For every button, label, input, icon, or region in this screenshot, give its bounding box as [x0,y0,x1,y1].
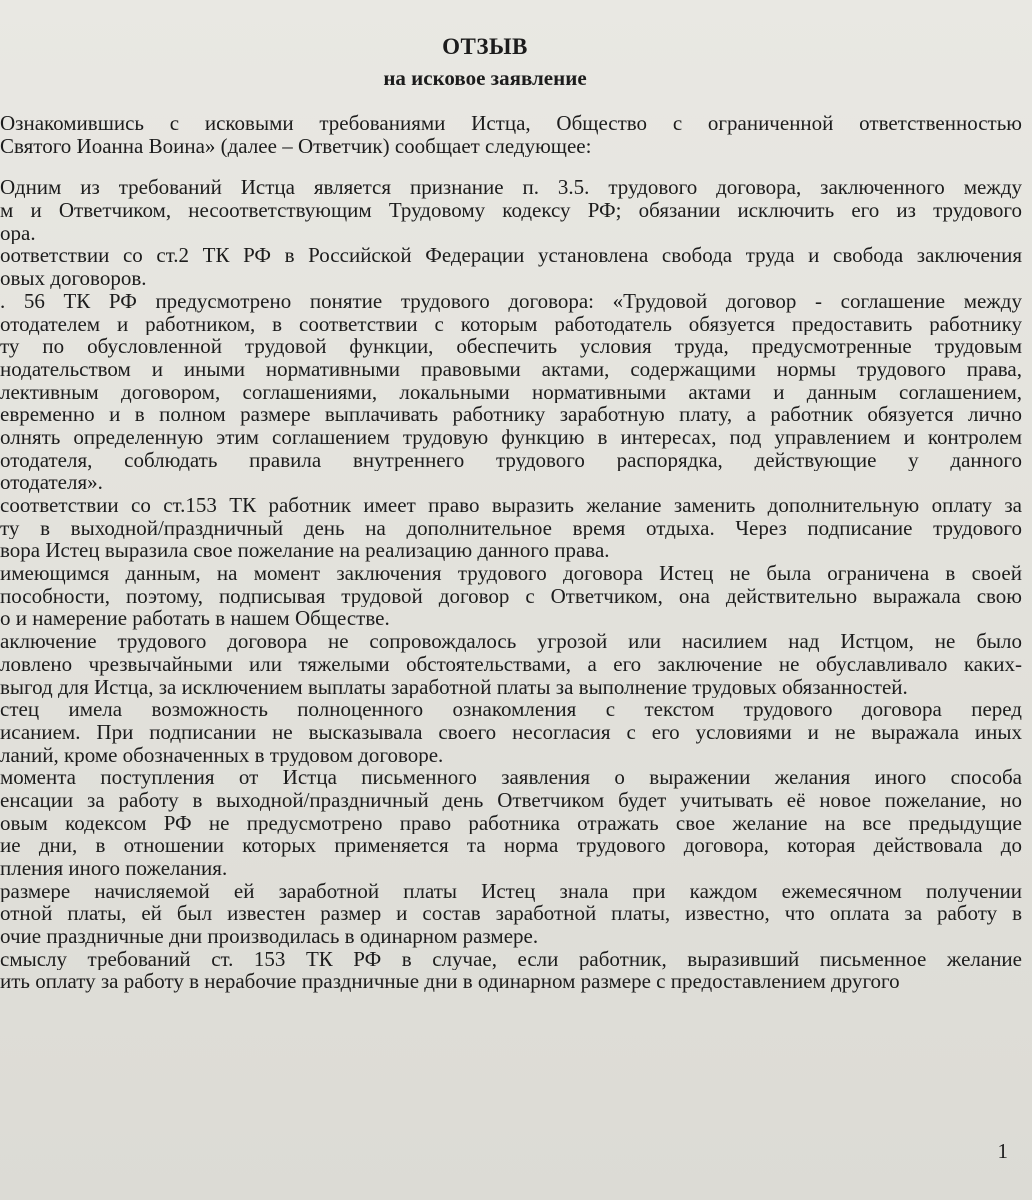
paragraph [0,948,1032,993]
text-line: отной платы, ей был известен размер и состав заработной платы, известно, что оплата за работу в [0,902,1022,926]
text-line: ловлено чрезвычайными или тяжелыми обстоятельствами, а его заключение не обуславливало каких- [0,652,1022,676]
text-line: ланий, кроме обозначенных в трудовом договоре. [0,743,444,767]
text-line: момента поступления от Истца письменного заявления о выражении желания иного способа [0,766,1022,789]
text-line: ие дни, в отношении которых применяется та норма трудового договора, которая действовала до [0,834,1022,857]
text-line: ту в выходной/праздничный день на дополнительное время отдыха. Через подписание трудового [0,516,1022,540]
text-line: отодателя, соблюдать правила внутреннего трудового распорядка, действующие у данного [0,448,1022,472]
text-line: олнять определенную этим соглашением трудовую функцию в интересах, под управлением и контролем [0,425,1022,449]
text-line: о и намерение работать в нашем Обществе. [0,607,390,631]
text-line: пления иного пожелания. [0,857,228,880]
text-line: аключение трудового договора не сопровождалось угрозой или насилием над Истцом, не было [0,630,1022,653]
document-subtitle: на исковое заявление [383,66,587,90]
text-line: оответствии со ст.2 ТК РФ в Российской Федерации установлена свобода труда и свобода заключения [0,244,1022,268]
paragraph [0,630,1032,698]
text-line: отодателя». [0,471,103,494]
text-line: Святого Иоанна Воина» (далее – Ответчик) сообщает следующее: [0,134,592,158]
text-line: стец имела возможность полноценного ознакомления с текстом трудового договора перед [0,698,1022,721]
text-line: соответствии со ст.153 ТК работник имеет право выразить желание заменить дополнительную оплату за [0,494,1022,517]
paragraph [0,112,1032,157]
paragraph [0,290,1032,494]
paragraph-gap [0,157,1032,176]
text-line: пособности, поэтому, подписывая трудовой договор с Ответчиком, она действительно выражала свою [0,584,1022,608]
text-line: выгод для Истца, за исключением выплаты заработной платы за выполнение трудовых обязанностей. [0,675,908,699]
document-title: ОТЗЫВ [442,34,528,59]
text-line: размере начисляемой ей заработной платы Истец знала при каждом ежемесячном получении [0,879,1022,903]
text-line: исанием. При подписании не высказывала своего несогласия с его условиями и не выражала иных [0,720,1022,744]
text-line: м и Ответчиком, несоответствующим Трудовому кодексу РФ; обязании исключить его из трудового [0,199,1022,222]
page-number: 1 [997,1139,1008,1163]
text-line: овым кодексом РФ не предусмотрено право работника отражать свое желание на все предыдущие [0,811,1022,835]
text-line: имеющимся данным, на момент заключения трудового договора Истец не была ограничена в своей [0,562,1022,585]
text-line: смыслу требований ст. 153 ТК РФ в случае, если работник, выразивший письменное желание [0,947,1022,971]
text-line: лективным договором, соглашениями, локальными нормативными актами и данным соглашением, [0,380,1022,404]
text-line: ить оплату за работу в нерабочие праздничные дни в одинарном размере с предоставлением другого [0,970,900,994]
document-body [0,112,1032,993]
text-line: Одним из требований Истца является признание п. 3.5. трудового договора, заключенного между [0,176,1022,200]
paragraph [0,766,1032,879]
paragraph [0,494,1032,562]
text-line: Ознакомившись с исковыми требованиями Истца, Общество с ограниченной ответственностью [0,112,1022,135]
text-line: вора Истец выразила свое пожелание на реализацию данного права. [0,539,610,563]
text-line: очие праздничные дни производилась в одинарном размере. [0,925,539,948]
paragraph [0,562,1032,630]
text-line: ора. [0,221,36,245]
text-line: евременно и в полном размере выплачивать работнику заработную плату, а работник обязуется лично [0,403,1022,426]
text-line: ту по обусловленной трудовой функции, обеспечить условия труда, предусмотренные трудовым [0,335,1022,358]
paragraph [0,880,1032,948]
text-line: енсации за работу в выходной/праздничный день Ответчиком будет учитывать её новое пожелание, но [0,788,1022,812]
text-line: отодателем и работником, в соответствии с которым работодатель обязуется предоставить работнику [0,312,1022,336]
paragraph [0,244,1032,289]
text-line: нодательством и иными нормативными правовыми актами, содержащими нормы трудового права, [0,357,1022,381]
paragraph [0,698,1032,766]
text-line: . 56 ТК РФ предусмотрено понятие трудового договора: «Трудовой договор - соглашение между [0,289,1022,313]
text-line: овых договоров. [0,267,147,290]
paragraph [0,176,1032,244]
